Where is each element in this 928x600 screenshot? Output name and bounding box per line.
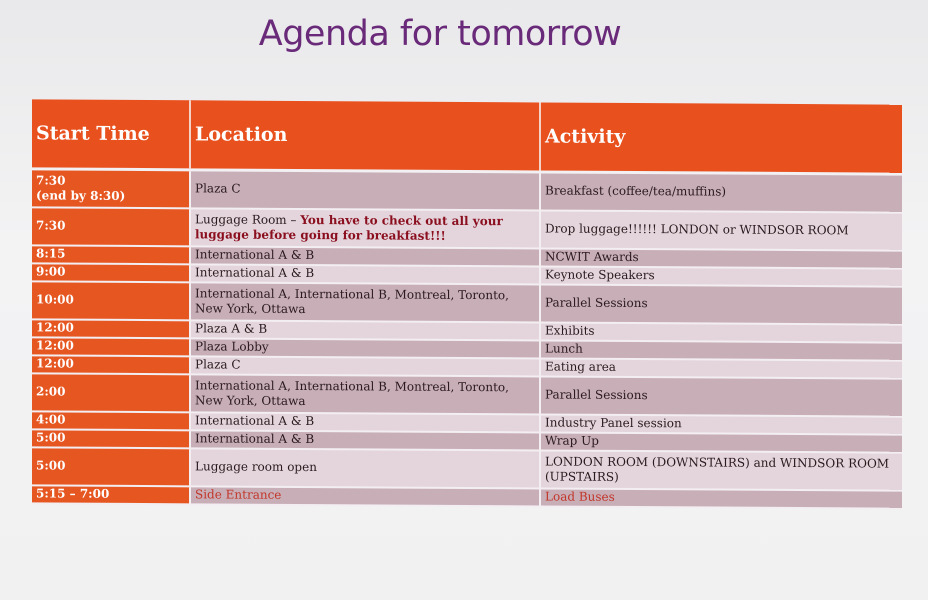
activity-cell: NCWIT Awards — [540, 248, 902, 268]
location-cell: International A & B — [190, 264, 540, 284]
agenda-table — [32, 99, 902, 509]
start-time: 7:30 — [36, 173, 66, 188]
start-time-cell: 2:00 — [32, 373, 190, 412]
start-time-cell: 5:00 — [32, 429, 190, 448]
start-time-note: (end by 8:30) — [36, 188, 126, 203]
activity-cell: Lunch — [540, 340, 902, 360]
header-location: Location — [190, 100, 540, 172]
start-time-cell — [32, 169, 190, 208]
activity-cell: Exhibits — [540, 322, 902, 342]
table-row — [32, 281, 902, 324]
location-cell: International A & B — [190, 412, 540, 432]
luggage-warning: You have to check out all your luggage before going for breakfast!!! — [195, 212, 503, 243]
activity-cell: Parallel Sessions — [540, 376, 902, 416]
location-cell: Luggage room open — [190, 448, 540, 488]
location-cell: International A, International B, Montreal, Toronto, New York, Ottawa — [190, 282, 540, 322]
activity-cell: Eating area — [540, 358, 902, 378]
start-time-cell: 9:00 — [32, 263, 190, 282]
location-cell: Plaza Lobby — [190, 338, 540, 358]
start-time-cell: 7:30 — [32, 207, 190, 246]
start-time-cell: 4:00 — [32, 411, 190, 430]
location-cell: Side Entrance — [190, 486, 540, 506]
location-cell: International A & B — [190, 430, 540, 450]
table-header-row — [32, 99, 902, 174]
header-activity: Activity — [540, 102, 902, 174]
start-time-cell: 12:00 — [32, 319, 190, 338]
start-time-cell: 12:00 — [32, 355, 190, 374]
location-cell: Plaza C — [190, 356, 540, 376]
table-row — [32, 447, 902, 490]
location-cell — [190, 208, 540, 248]
activity-cell: Load Buses — [540, 488, 902, 508]
activity-cell: Parallel Sessions — [540, 284, 902, 324]
activity-cell: Drop luggage!!!!!! LONDON or WINDSOR ROOM — [540, 210, 902, 250]
table-row — [32, 207, 902, 250]
start-time-cell: 5:15 – 7:00 — [32, 485, 190, 504]
location-cell: Plaza A & B — [190, 320, 540, 340]
start-time-cell: 8:15 — [32, 245, 190, 264]
start-time-cell: 10:00 — [32, 281, 190, 320]
location-cell: Plaza C — [190, 170, 540, 210]
header-start-time: Start Time — [32, 99, 190, 169]
table-row — [32, 373, 902, 416]
table-row — [32, 169, 902, 212]
activity-cell: Wrap Up — [540, 432, 902, 452]
page-title: Agenda for tomorrow — [258, 14, 622, 54]
activity-cell: Breakfast (coffee/tea/muffins) — [540, 172, 902, 212]
location-text: Luggage Room – — [195, 211, 301, 227]
start-time-cell: 12:00 — [32, 337, 190, 356]
start-time-cell: 5:00 — [32, 447, 190, 486]
activity-cell: LONDON ROOM (DOWNSTAIRS) and WINDSOR ROOM (UPSTAIRS) — [540, 450, 902, 490]
location-cell: International A & B — [190, 246, 540, 266]
activity-cell: Industry Panel session — [540, 414, 902, 434]
location-cell: International A, International B, Montreal, Toronto, New York, Ottawa — [190, 374, 540, 414]
activity-cell: Keynote Speakers — [540, 266, 902, 286]
